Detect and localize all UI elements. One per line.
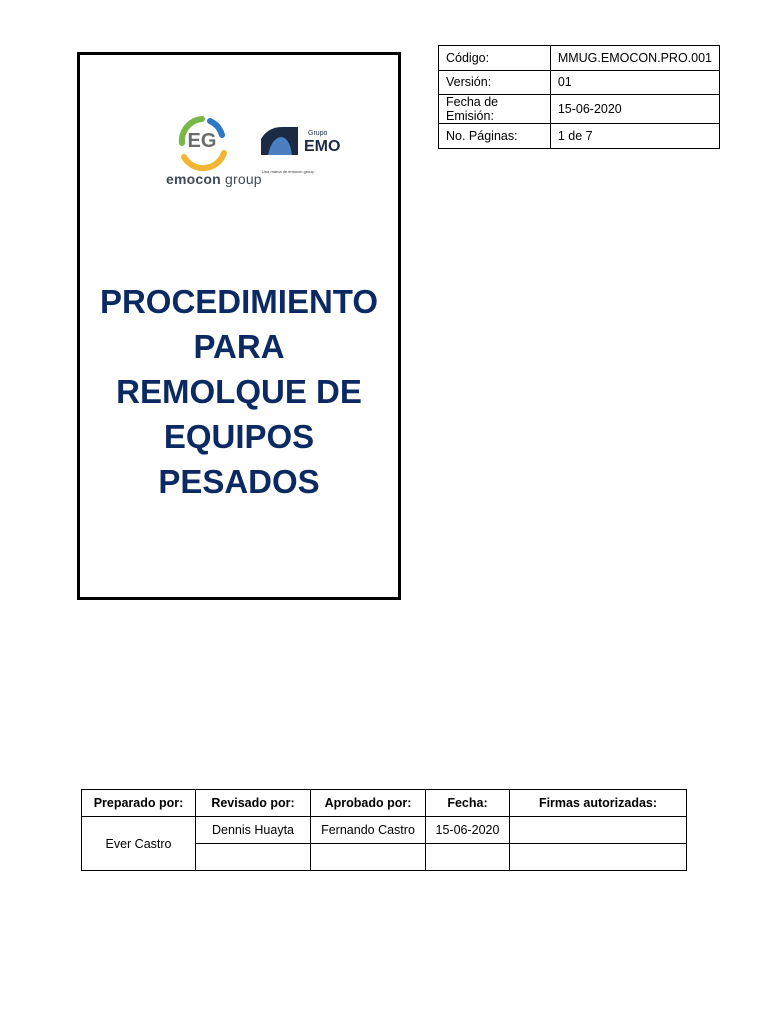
code-value: MMUG.EMOCON.PRO.001 <box>550 46 719 71</box>
reviewed-by-value: Dennis Huayta <box>196 817 311 844</box>
date-value: 15-06-2020 <box>426 817 510 844</box>
empty-cell <box>510 844 687 871</box>
version-value: 01 <box>550 70 719 95</box>
approved-by-value: Fernando Castro <box>311 817 426 844</box>
title-line: PESADOS <box>158 463 320 500</box>
emocon-caption-rest: group <box>220 171 262 187</box>
empty-cell <box>426 844 510 871</box>
signature-table <box>81 789 687 871</box>
title-line: PARA <box>193 328 285 365</box>
signature-cell <box>510 817 687 844</box>
cover-box <box>77 52 401 600</box>
authorized-signatures-header: Firmas autorizadas: <box>510 790 687 817</box>
table-header-row <box>82 790 687 817</box>
emocon-group-caption <box>166 171 262 187</box>
date-header: Fecha: <box>426 790 510 817</box>
reviewed-by-header: Revisado por: <box>196 790 311 817</box>
emocon-group-logo <box>182 119 224 168</box>
svg-text:EMO: EMO <box>304 138 341 155</box>
code-label: Código: <box>439 46 551 71</box>
table-row <box>439 95 720 124</box>
issue-date-value: 15-06-2020 <box>550 95 719 124</box>
prepared-by-header: Preparado por: <box>82 790 196 817</box>
svg-text:Grupo: Grupo <box>308 130 328 137</box>
approved-by-header: Aprobado por: <box>311 790 426 817</box>
title-line: REMOLQUE DE <box>116 373 362 410</box>
emocon-caption-bold: emocon <box>166 171 221 187</box>
pages-label: No. Páginas: <box>439 124 551 149</box>
version-label: Versión: <box>439 70 551 95</box>
title-line: EQUIPOS <box>163 418 315 455</box>
pages-value: 1 de 7 <box>550 124 719 149</box>
issue-date-label: Fecha de Emisión: <box>439 95 551 124</box>
table-row <box>439 70 720 95</box>
prepared-by-value: Ever Castro <box>82 817 196 871</box>
table-row <box>82 817 687 844</box>
empty-cell <box>311 844 426 871</box>
svg-text:EG: EG <box>187 130 217 152</box>
title-line: PROCEDIMIENTO <box>99 283 379 320</box>
document-title <box>80 279 398 504</box>
grupo-emo-logo <box>261 127 340 174</box>
table-row <box>439 46 720 71</box>
table-row <box>439 124 720 149</box>
svg-text:Una marca de emocon group: Una marca de emocon group <box>262 169 314 174</box>
empty-cell <box>196 844 311 871</box>
document-control-table <box>438 45 720 149</box>
